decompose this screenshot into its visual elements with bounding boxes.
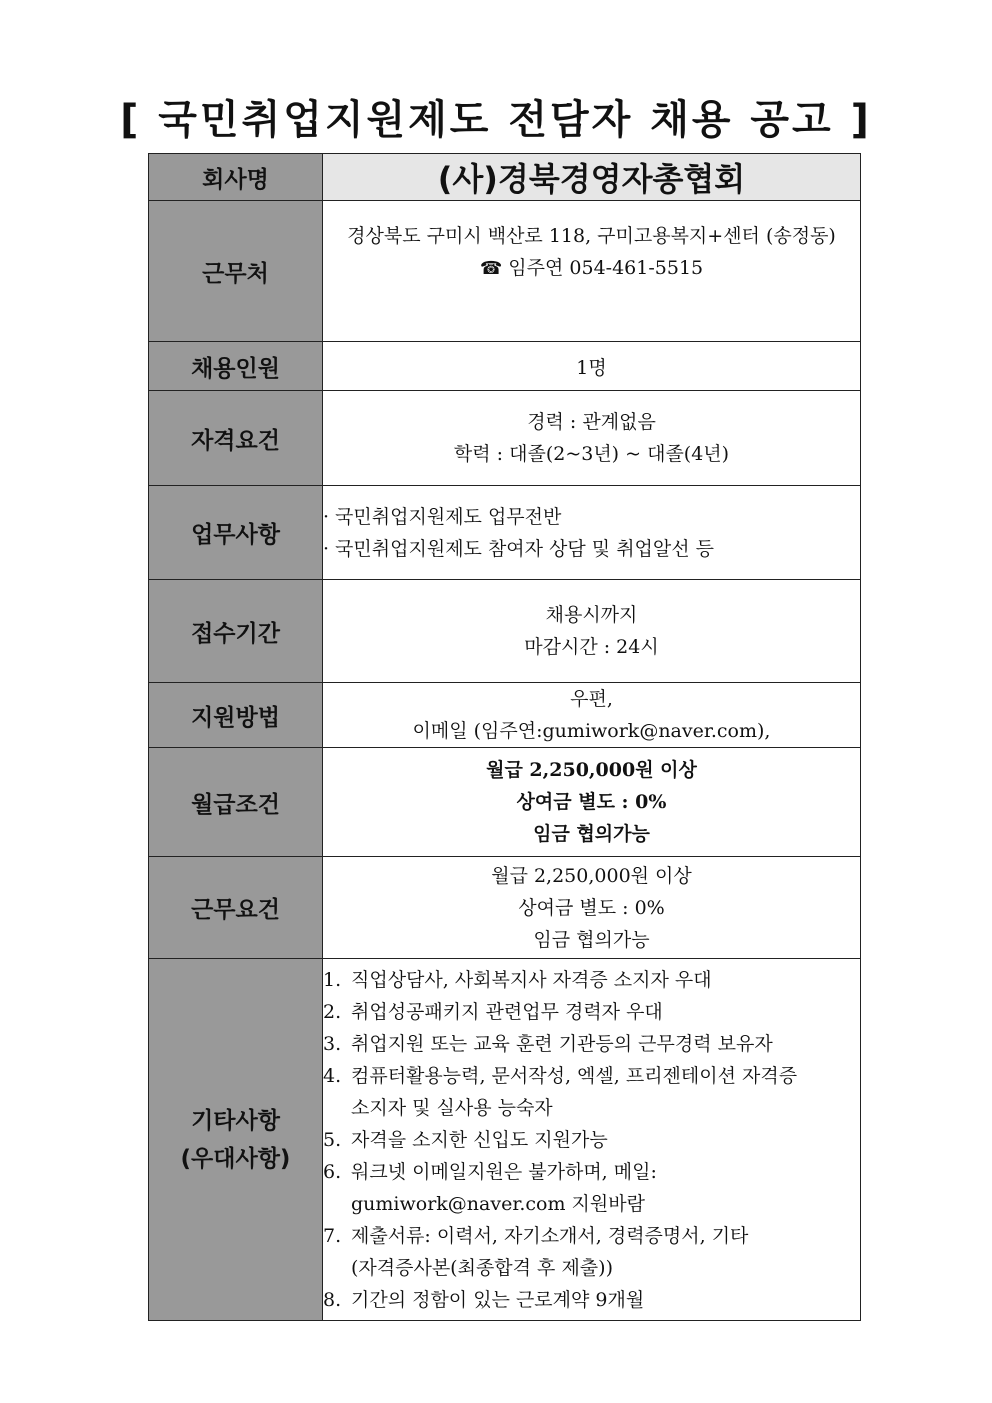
label-period: 접수기간: [149, 580, 323, 683]
label-headcount: 채용인원: [149, 342, 323, 391]
qualifications-value: [323, 391, 861, 486]
label-conditions: 근무요건: [149, 857, 323, 959]
period-closing-time: 마감시간 : 24시: [524, 636, 659, 658]
list-item: [323, 996, 860, 1028]
item-text: 자격을 소지한 신입도 지원가능: [351, 1128, 608, 1151]
salary-bonus: 상여금 별도 : 0%: [516, 791, 667, 813]
conditions-negotiable: 임금 협의가능: [533, 928, 650, 951]
list-item: [323, 1124, 860, 1156]
headcount-value: 1명: [323, 342, 861, 391]
method-mail: 우편,: [570, 688, 613, 710]
label-etc-line1: 기타사항: [191, 1107, 280, 1134]
conditions-bonus: 상여금 별도 : 0%: [518, 896, 665, 919]
row-headcount: [149, 342, 861, 391]
item-text: [351, 1220, 860, 1284]
item-number: 3.: [323, 1032, 342, 1055]
salary-negotiable: 임금 협의가능: [533, 823, 650, 845]
workplace-contact: 임주연 054-461-5515: [508, 256, 704, 279]
list-item: [323, 1028, 860, 1060]
conditions-monthly: 월급 2,250,000원 이상: [491, 864, 692, 887]
item-text: [351, 1060, 860, 1124]
label-etc-line2: (우대사항): [180, 1145, 291, 1172]
list-item: [323, 1060, 860, 1124]
conditions-value: [323, 857, 861, 959]
item-text: [351, 1156, 860, 1220]
list-item: [323, 964, 860, 996]
salary-value: [323, 748, 861, 857]
row-workplace: [149, 201, 861, 342]
item-number: 2.: [323, 1000, 342, 1023]
page-title: [ 국민취업지원제도 전담자 채용 공고 ]: [120, 97, 872, 143]
row-method: [149, 683, 861, 748]
row-etc: [149, 959, 861, 1321]
qualification-career: 경력 : 관계없음: [527, 411, 656, 433]
item-text: 직업상담사, 사회복지사 자격증 소지자 우대: [351, 968, 712, 991]
item-number: 5.: [323, 1128, 342, 1151]
item-text-line2: gumiwork@naver.com 지원바람: [351, 1192, 645, 1215]
duty-item: · 국민취업지원제도 업무전반: [323, 505, 562, 528]
item-text: 취업지원 또는 교육 훈련 기관등의 근무경력 보유자: [351, 1032, 773, 1055]
label-qualifications: 자격요건: [149, 391, 323, 486]
item-number: 6.: [323, 1160, 342, 1183]
item-text: 기간의 정함이 있는 근로계약 9개월: [351, 1288, 645, 1311]
period-deadline: 채용시까지: [545, 604, 638, 626]
list-item: [323, 1156, 860, 1220]
duty-item: · 국민취업지원제도 참여자 상담 및 취업알선 등: [323, 537, 715, 560]
row-period: [149, 580, 861, 683]
row-qualifications: [149, 391, 861, 486]
workplace-address: 경상북도 구미시 백산로 118, 구미고용복지+센터 (송정동): [347, 224, 836, 247]
period-value: [323, 580, 861, 683]
label-company: 회사명: [149, 154, 323, 201]
workplace-contact-line: [323, 252, 860, 285]
item-text-line2: 소지자 및 실사용 능숙자: [351, 1096, 553, 1119]
item-text-line1: 컴퓨터활용능력, 문서작성, 엑셀, 프리젠테이션 자격증: [351, 1064, 798, 1087]
item-number: 7.: [323, 1224, 342, 1247]
row-duties: [149, 486, 861, 580]
item-text-line1: 제출서류: 이력서, 자기소개서, 경력증명서, 기타: [351, 1224, 749, 1247]
phone-icon: ☎: [479, 257, 503, 279]
method-email: 이메일 (임주연:gumiwork@naver.com),: [412, 720, 771, 742]
item-text-line1: 워크넷 이메일지원은 불가하며, 메일:: [351, 1160, 657, 1183]
company-name: (사)경북경영자총협회: [323, 154, 861, 201]
item-number: 8.: [323, 1288, 342, 1311]
duties-value: [323, 486, 861, 580]
label-workplace: 근무처: [149, 201, 323, 342]
row-salary: [149, 748, 861, 857]
etc-value: [323, 959, 861, 1321]
list-item: [323, 1220, 860, 1284]
item-number: 4.: [323, 1064, 342, 1087]
qualification-education: 학력 : 대졸(2~3년) ~ 대졸(4년): [453, 443, 730, 465]
item-number: 1.: [323, 968, 342, 991]
row-company: [149, 154, 861, 201]
list-item: [323, 1284, 860, 1316]
label-salary: 월급조건: [149, 748, 323, 857]
salary-monthly: 월급 2,250,000원 이상: [486, 759, 697, 781]
item-text-line2: (자격증사본(최종합격 후 제출)): [351, 1256, 613, 1279]
label-etc: [149, 959, 323, 1321]
label-method: 지원방법: [149, 683, 323, 748]
method-value: [323, 683, 861, 748]
item-text: 취업성공패키지 관련업무 경력자 우대: [351, 1000, 663, 1023]
row-conditions: [149, 857, 861, 959]
label-duties: 업무사항: [149, 486, 323, 580]
job-posting-table: [148, 153, 861, 1321]
workplace-value: [323, 201, 861, 342]
